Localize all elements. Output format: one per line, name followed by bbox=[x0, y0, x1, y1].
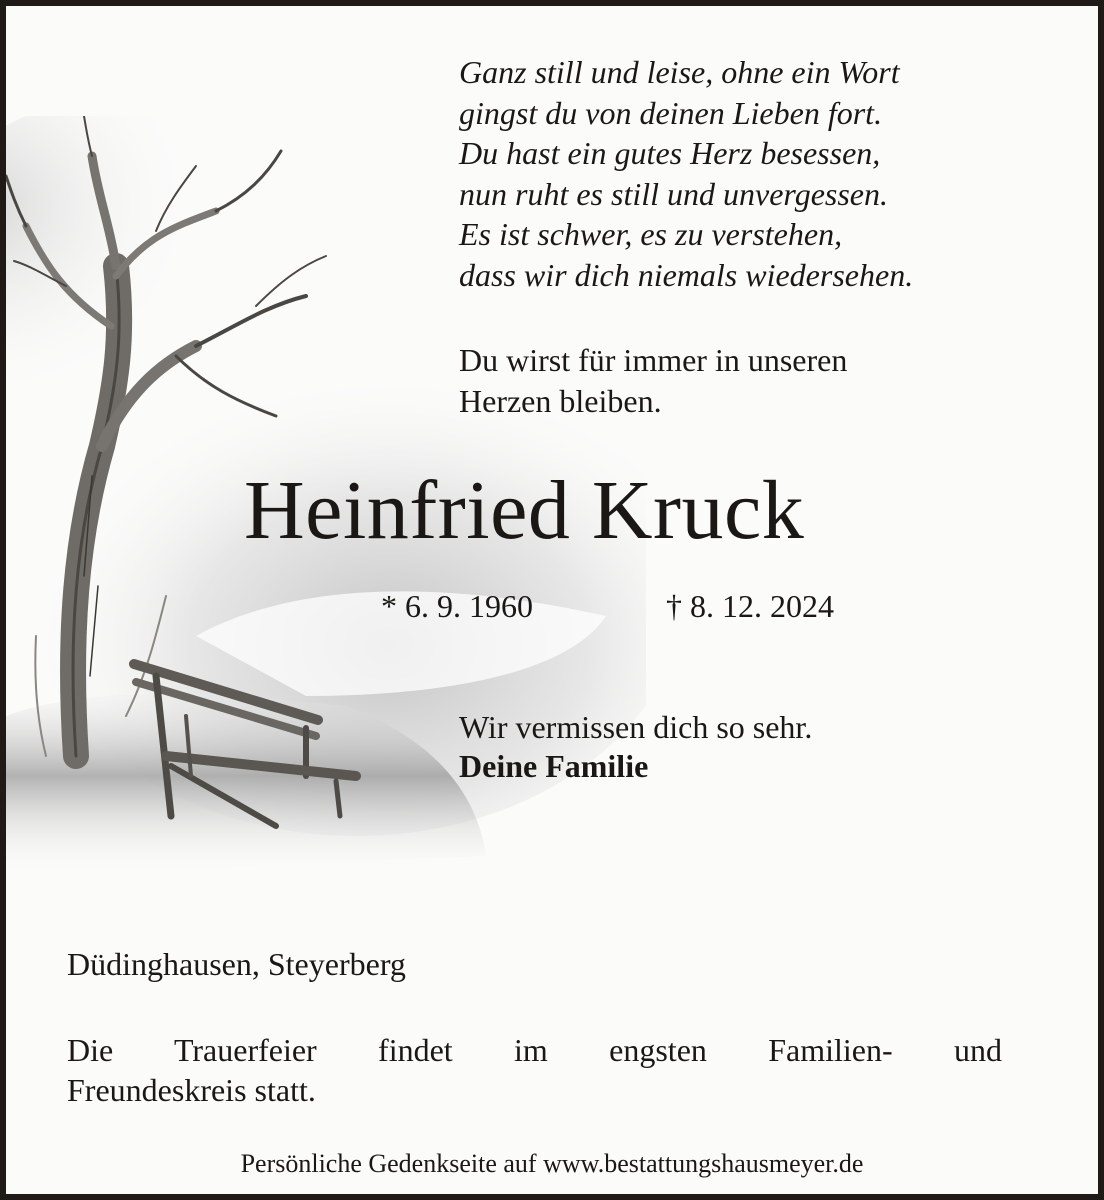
signature: Deine Familie bbox=[459, 748, 649, 784]
closing-line: Herzen bleiben. bbox=[459, 383, 662, 419]
place-line: Düdinghausen, Steyerberg bbox=[67, 946, 406, 982]
ceremony-note bbox=[67, 1030, 1002, 1110]
closing-line: Du wirst für immer in unseren bbox=[459, 342, 848, 378]
poem-line: dass wir dich niemals wiedersehen. bbox=[459, 256, 914, 293]
birth-date: * 6. 9. 1960 bbox=[381, 588, 533, 624]
poem-line: Du hast ein gutes Herz besessen, bbox=[459, 135, 881, 171]
poem-line: Es ist schwer, es zu verstehen, bbox=[459, 216, 843, 252]
death-date: † 8. 12. 2024 bbox=[666, 588, 834, 624]
closing-verse bbox=[459, 340, 847, 422]
poem-line: Ganz still und leise, ohne ein Wort bbox=[459, 54, 900, 90]
ceremony-line: Freundeskreis statt. bbox=[67, 1072, 316, 1108]
miss-line: Wir vermissen dich so sehr. bbox=[459, 709, 813, 745]
poem-line: gingst du von deinen Lieben fort. bbox=[459, 94, 883, 131]
poem bbox=[459, 52, 913, 295]
deceased-name: Heinfried Kruck bbox=[244, 464, 805, 557]
memorial-page-footer: Persönliche Gedenkseite auf www.bestattungshausmeyer.de bbox=[240, 1149, 864, 1178]
ceremony-line: Die Trauerfeier findet im engsten Familien- und bbox=[67, 1032, 1002, 1068]
poem-line: nun ruht es still und unvergessen. bbox=[459, 175, 888, 212]
